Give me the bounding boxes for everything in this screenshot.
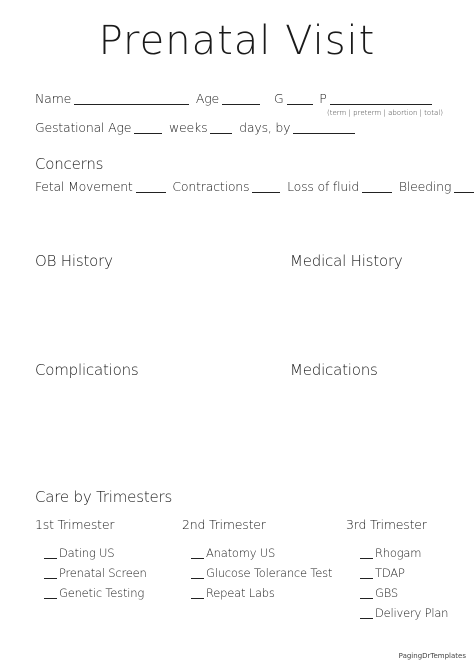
name-field[interactable] bbox=[74, 103, 189, 105]
g-label: G bbox=[274, 91, 284, 106]
contractions-field[interactable] bbox=[252, 191, 280, 193]
weeks-label: weeks bbox=[169, 120, 208, 135]
days-by-label: days, by bbox=[239, 120, 291, 135]
loss-of-fluid-field[interactable] bbox=[362, 191, 392, 193]
medications-heading: Medications bbox=[290, 361, 378, 379]
check-blank bbox=[191, 597, 204, 599]
check-blank bbox=[44, 597, 57, 599]
checklist-item[interactable]: Delivery Plan bbox=[360, 603, 448, 623]
concerns-row bbox=[35, 179, 474, 194]
p-hint: (term | preterm | abortion | total) bbox=[327, 109, 443, 117]
second-trimester-heading: 2nd Trimester bbox=[182, 517, 266, 532]
g-field[interactable] bbox=[287, 103, 313, 105]
concerns-heading: Concerns bbox=[35, 155, 104, 173]
third-trimester-heading: 3rd Trimester bbox=[346, 517, 427, 532]
first-trimester-heading: 1st Trimester bbox=[35, 517, 115, 532]
gp-row bbox=[274, 91, 435, 106]
name-label: Name bbox=[35, 91, 72, 106]
check-blank bbox=[360, 597, 373, 599]
name-age-row bbox=[35, 91, 263, 106]
bleeding-field[interactable] bbox=[454, 191, 474, 193]
age-label: Age bbox=[195, 91, 220, 106]
second-trimester-list bbox=[191, 543, 332, 603]
checklist-item[interactable]: TDAP bbox=[360, 563, 448, 583]
check-blank bbox=[191, 557, 204, 559]
concern-loss-of-fluid: Loss of fluid bbox=[287, 179, 360, 194]
check-blank bbox=[191, 577, 204, 579]
check-blank bbox=[360, 577, 373, 579]
footer-credit: PagingDrTemplates bbox=[398, 652, 466, 660]
care-heading: Care by Trimesters bbox=[35, 488, 173, 506]
checklist-item[interactable]: Dating US bbox=[44, 543, 147, 563]
by-field[interactable] bbox=[293, 132, 355, 134]
concern-bleeding: Bleeding bbox=[398, 179, 452, 194]
checklist-item[interactable]: Glucose Tolerance Test bbox=[191, 563, 332, 583]
checklist-item[interactable]: Prenatal Screen bbox=[44, 563, 147, 583]
gestational-age-row bbox=[35, 120, 358, 135]
page-title: Prenatal Visit bbox=[98, 18, 376, 64]
first-trimester-list bbox=[44, 543, 147, 603]
checklist-item[interactable]: Anatomy US bbox=[191, 543, 332, 563]
check-blank bbox=[360, 617, 373, 619]
gest-age-label: Gestational Age bbox=[35, 120, 132, 135]
p-label: P bbox=[319, 91, 327, 106]
checklist-item[interactable]: Repeat Labs bbox=[191, 583, 332, 603]
days-field[interactable] bbox=[210, 132, 232, 134]
checklist-item[interactable]: GBS bbox=[360, 583, 448, 603]
checklist-item[interactable]: Rhogam bbox=[360, 543, 448, 563]
check-blank bbox=[44, 577, 57, 579]
ob-history-heading: OB History bbox=[35, 252, 113, 270]
concern-contractions: Contractions bbox=[172, 179, 250, 194]
p-field[interactable] bbox=[330, 103, 432, 105]
check-blank bbox=[360, 557, 373, 559]
weeks-field[interactable] bbox=[134, 132, 162, 134]
check-blank bbox=[44, 557, 57, 559]
medical-history-heading: Medical History bbox=[290, 252, 403, 270]
third-trimester-list bbox=[360, 543, 448, 623]
checklist-item[interactable]: Genetic Testing bbox=[44, 583, 147, 603]
complications-heading: Complications bbox=[35, 361, 139, 379]
fetal-movement-field[interactable] bbox=[136, 191, 166, 193]
concern-fetal-movement: Fetal Movement bbox=[35, 179, 133, 194]
age-field[interactable] bbox=[222, 103, 260, 105]
